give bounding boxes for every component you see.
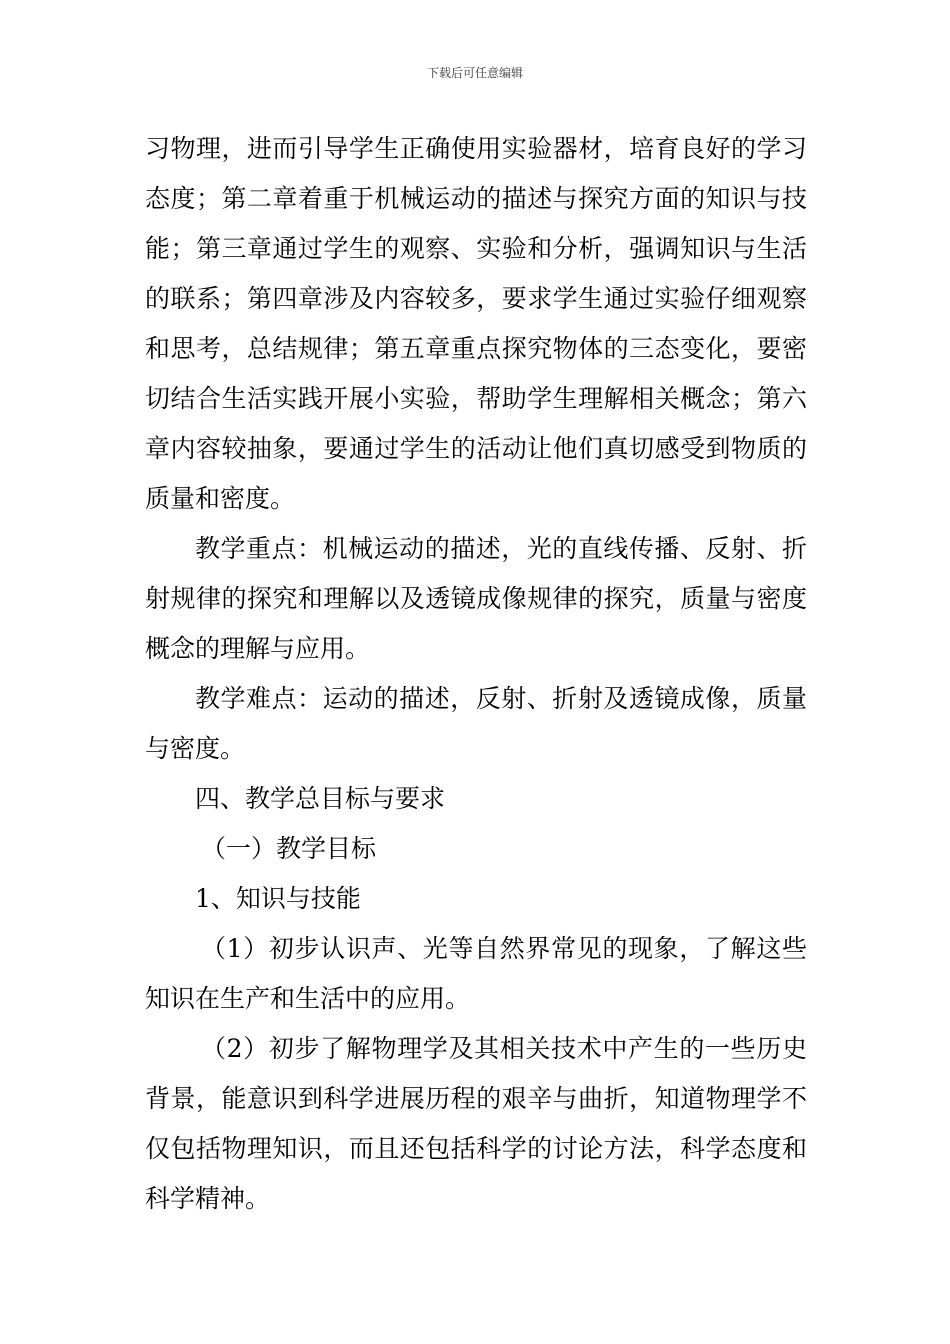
paragraph-teaching-focus: 教学重点：机械运动的描述，光的直线传播、反射、折射规律的探究和理解以及透镜成像规律的探究，质量与密度概念的理解与应用。 xyxy=(145,534,807,663)
paragraph-chapter-overview: 习物理，进而引导学生正确使用实验器材，培育良好的学习态度；第二章着重于机械运动的描述与探究方面的知识与技能；第三章通过学生的观察、实验和分析，强调知识与生活的联系；第四章涉及内容较多，要求学生通过实验仔细观察和思考，总结规律；第五章重点探究物体的三态变化，要密切结合生活实践开展小实验，帮助学生理解相关概念；第六章内容较抽象，要通过学生的活动让他们真切感受到物质的质量和密度。 xyxy=(145,134,807,513)
subsection-heading-teaching-goals: （一）教学目标 xyxy=(201,834,377,863)
list-item-1: （1）初步认识声、光等自然界常见的现象，了解这些知识在生产和生活中的应用。 xyxy=(145,934,807,1013)
section-heading-goals: 四、教学总目标与要求 xyxy=(195,784,446,813)
subsection-heading-knowledge-skills: 1、知识与技能 xyxy=(195,884,361,913)
page-header: 下载后可任意编辑 xyxy=(426,66,523,80)
list-item-2: （2）初步了解物理学及其相关技术中产生的一些历史背景，能意识到科学进展历程的艰辛与曲折，知道物理学不仅包括物理知识，而且还包括科学的讨论方法，科学态度和科学精神。 xyxy=(145,1034,807,1213)
document-body xyxy=(145,124,807,1224)
paragraph-teaching-difficulty: 教学难点：运动的描述，反射、折射及透镜成像，质量与密度。 xyxy=(145,684,807,763)
